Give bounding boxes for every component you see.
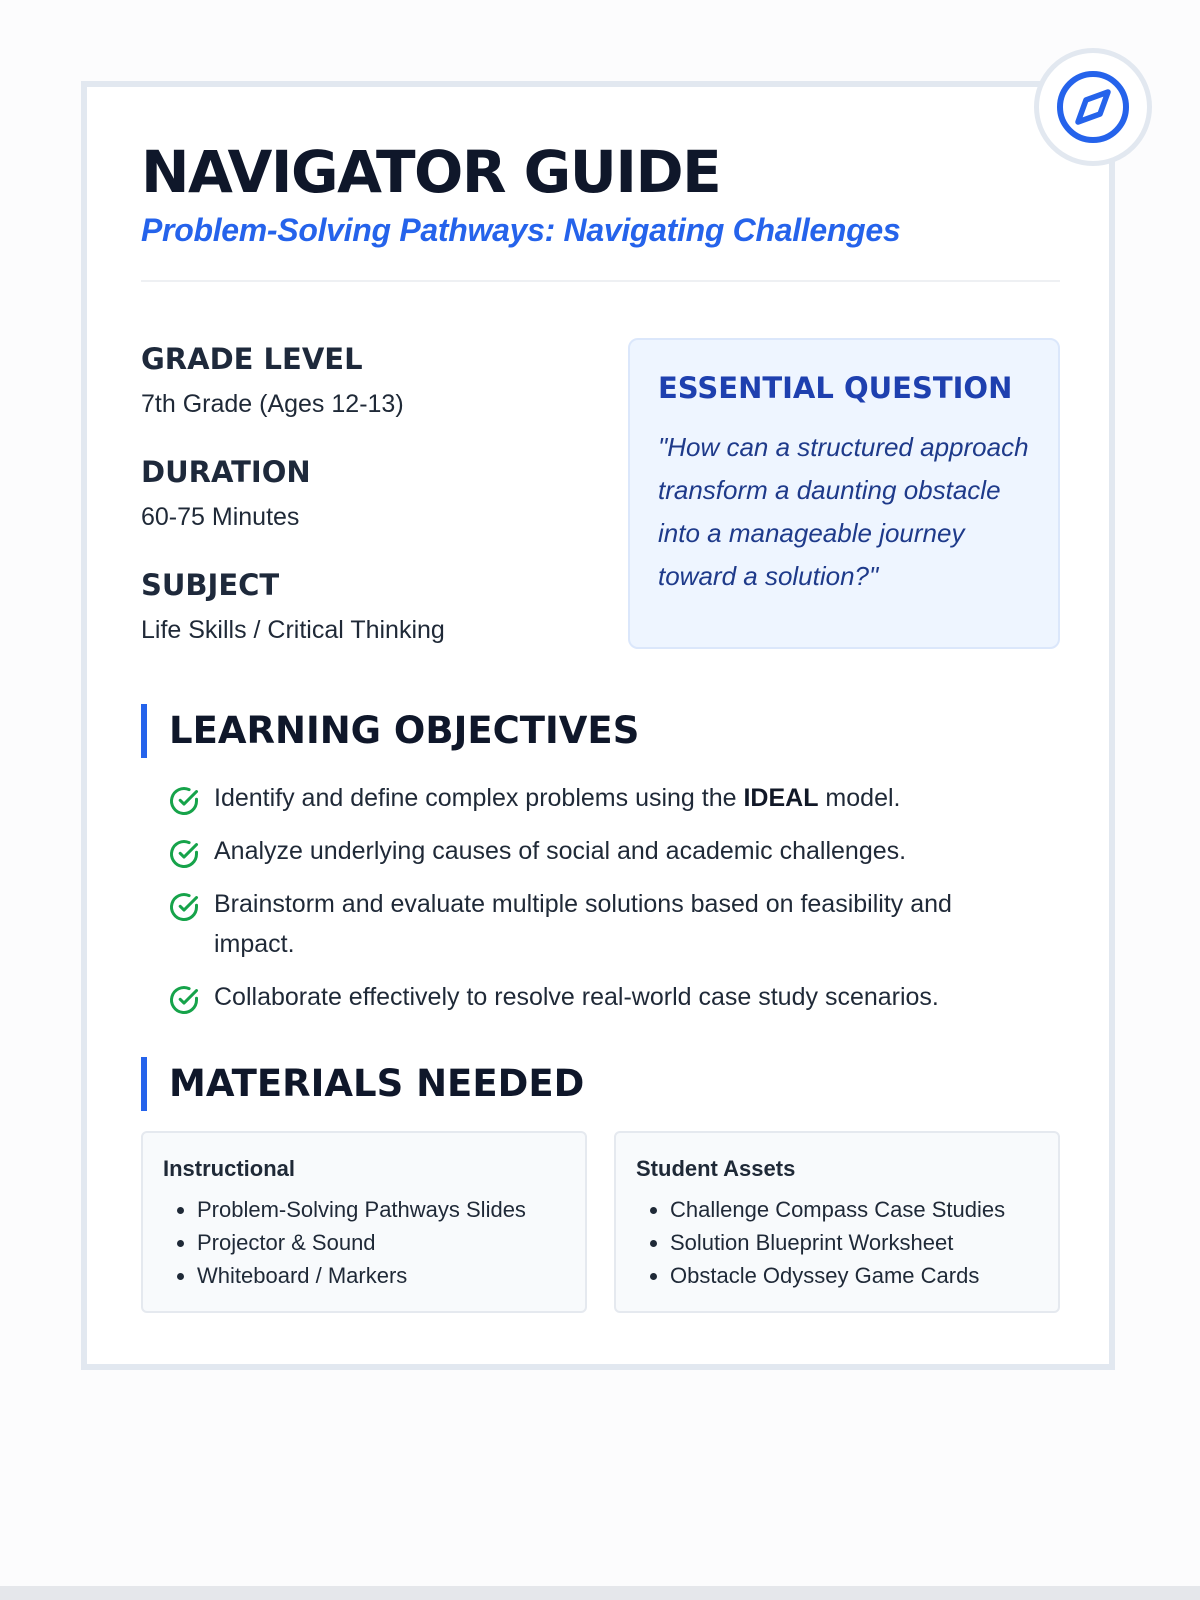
header-divider [141,280,1060,282]
compass-badge [1034,48,1152,166]
material-item: • Projector & Sound [197,1226,565,1259]
student-assets-title: Student Assets [636,1156,796,1181]
essential-question-text: "How can a structured approach transform a daunting obstacle into a manageable journey toward a solution?" [658,432,1029,591]
material-item: • Solution Blueprint Worksheet [670,1226,1038,1259]
check-circle-icon [167,784,201,818]
instructional-materials-box [141,1131,587,1313]
duration-value: 60-75 Minutes [141,503,300,531]
essential-question-box [628,338,1060,649]
objective-text: Brainstorm and evaluate multiple solutions based on feasibility and impact. [214,890,952,958]
material-item: • Obstacle Odyssey Game Cards [670,1259,1038,1292]
learning-objectives-heading: LEARNING OBJECTIVES [141,704,639,758]
material-item: • Challenge Compass Case Studies [670,1193,1038,1226]
objective-item [167,977,1017,1017]
material-item: • Problem-Solving Pathways Slides [197,1193,565,1226]
materials-needed-heading: MATERIALS NEEDED [141,1057,584,1111]
page-subtitle: Problem-Solving Pathways: Navigating Challenges [141,212,901,248]
duration-label: DURATION [141,455,311,489]
grade-level-value: 7th Grade (Ages 12-13) [141,390,404,418]
subject-label: SUBJECT [141,568,280,602]
objective-item [167,778,1017,818]
instructional-materials-title: Instructional [163,1156,296,1181]
objective-text: Identify and define complex problems using the [214,784,744,812]
objective-text: Analyze underlying causes of social and academic challenges. [214,837,907,865]
ideal-model-term: IDEAL [743,784,819,812]
student-assets-box [614,1131,1060,1313]
page-footer-band [0,1586,1200,1600]
check-circle-icon [167,983,201,1017]
objective-item [167,884,1017,964]
material-item: • Whiteboard / Markers [197,1259,565,1292]
subject-value: Life Skills / Critical Thinking [141,616,445,644]
instructional-materials-list [163,1193,565,1292]
subject-block [141,568,445,646]
student-assets-list [636,1193,1038,1292]
grade-level-label: GRADE LEVEL [141,342,363,376]
objectives-list [167,778,1017,1030]
page-title: NAVIGATOR GUIDE [141,138,721,206]
check-circle-icon [167,890,201,924]
objective-item [167,831,1017,871]
objective-text: Collaborate effectively to resolve real-world case study scenarios. [214,983,939,1011]
grade-level-block [141,342,404,420]
duration-block [141,455,311,533]
check-circle-icon [167,837,201,871]
essential-question-label: ESSENTIAL QUESTION [658,371,1013,405]
compass-icon [1053,67,1133,147]
objective-text-end: model. [818,784,901,812]
